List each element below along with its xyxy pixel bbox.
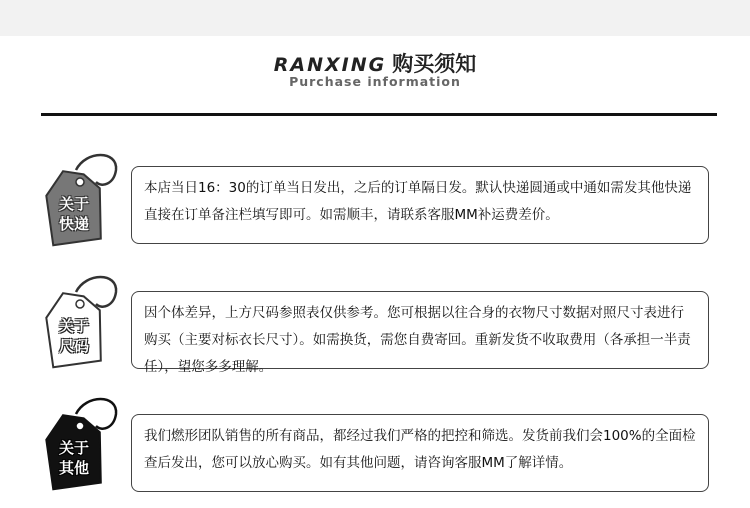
tag-text-line2: 其他 (58, 459, 89, 477)
delivery-tag-icon (40, 148, 132, 248)
header-divider (41, 113, 717, 116)
tag-text-line2: 尺码 (58, 337, 89, 355)
size-info-box (131, 291, 709, 375)
other-tag-icon (40, 392, 132, 492)
tag-text-line1: 关于 (58, 439, 89, 457)
size-info-text: 因个体差异，上方尺码参照表仅供参考。您可根据以往合身的衣物尺寸数据对照尺寸表进行购买（主要对标衣长尺寸）。如需换货，需您自费寄回。重新发货不收取费用（各承担一半责任），望您多多理解。 (144, 305, 691, 375)
title-text: 购买须知 (392, 52, 477, 76)
size-tag-icon (40, 270, 132, 370)
tag-text-line1: 关于 (58, 317, 89, 335)
other-info-box (131, 414, 709, 492)
other-info-text: 我们燃形团队销售的所有商品，都经过我们严格的把控和筛选。发货前我们会100%的全面检查后发出，您可以放心购买。如有其他问题，请咨询客服MM了解详情。 (144, 428, 696, 471)
page-subtitle: Purchase information (289, 74, 461, 89)
tag-text-line1: 关于 (58, 195, 89, 213)
brand-name: RANXING (273, 54, 387, 76)
delivery-info-box (131, 166, 709, 244)
delivery-info-text: 本店当日16：30的订单当日发出，之后的订单隔日发。默认快递圆通或中通如需发其他快递直接在订单备注栏填写即可。如需顺丰，请联系客服MM补运费差价。 (144, 180, 692, 223)
tag-text-line2: 快递 (58, 215, 89, 233)
